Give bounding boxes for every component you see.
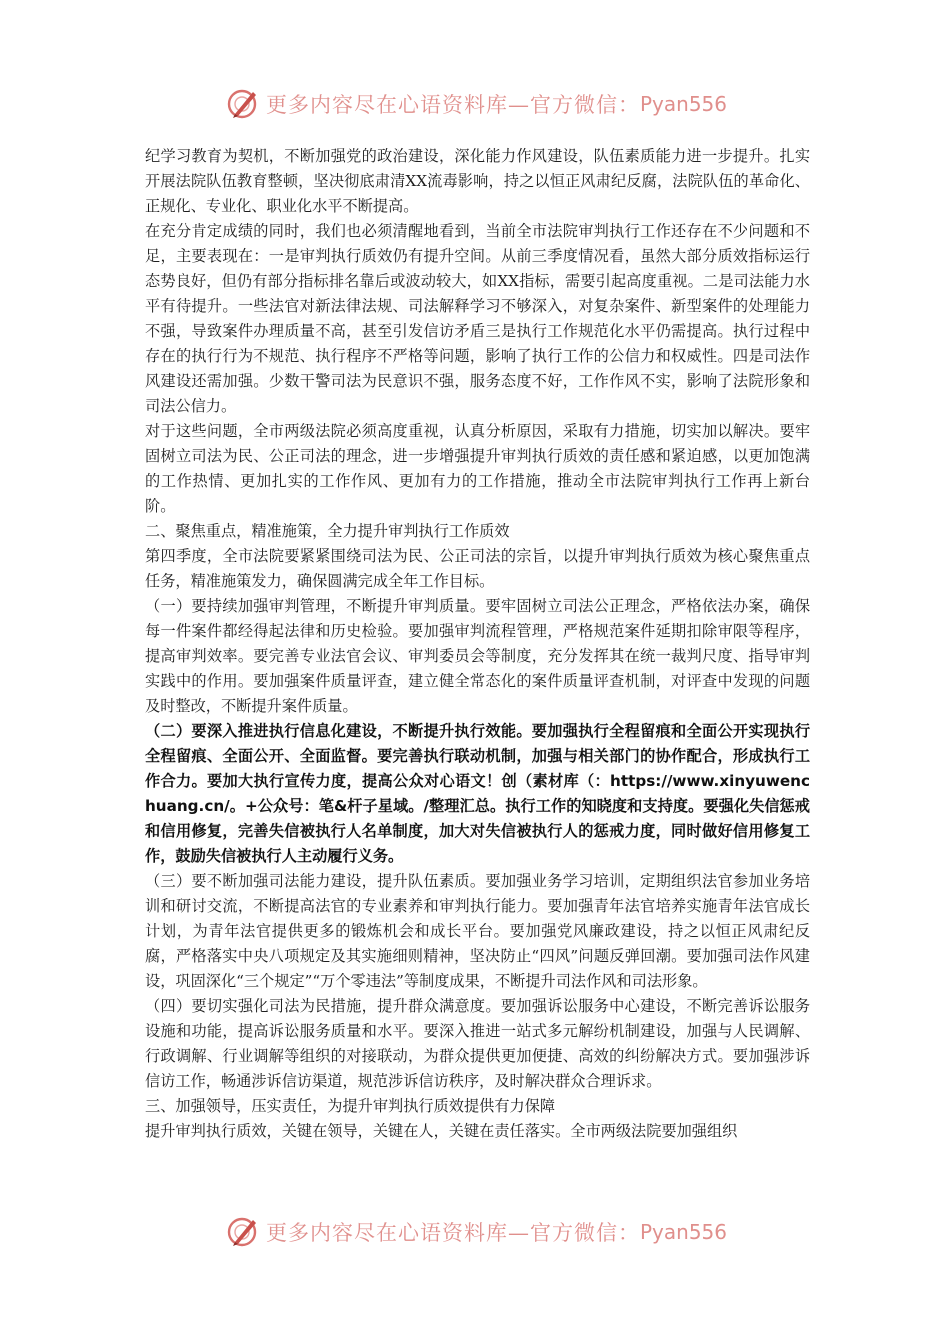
banner-prefix: 更多内容尽在心语资料库—官方微信： xyxy=(266,1221,640,1245)
paragraph-3: 对于这些问题，全市两级法院必须高度重视，认真分析原因，采取有力措施，切实加以解决。要牢固树立司法为民、公正司法的理念，进一步增强提升审判执行质效的责任感和紧迫感，以更加饱满的工作热情、更加扎实的工作作风、更加有力的工作措施，推动全市法院审判执行工作再上新台阶。 xyxy=(145,422,810,515)
section-heading-2: 二、聚焦重点，精准施策，全力提升审判执行工作质效 xyxy=(145,522,510,540)
body-text xyxy=(145,144,810,1144)
pen-logo-icon xyxy=(226,1215,260,1249)
paragraph-5: （一）要持续加强审判管理，不断提升审判质量。要牢固树立司法公正理念，严格依法办案，确保每一件案件都经得起法律和历史检验。要加强审判流程管理，严格规范案件延期扣除审限等程序，提高审判效率。要完善专业法官会议、审判委员会等制度，充分发挥其在统一裁判尺度、指导审判实践中的作用。要加强案件质量评查，建立健全常态化的案件质量评查机制，对评查中发现的问题及时整改，不断提升案件质量。 xyxy=(145,597,810,715)
paragraph-2: 在充分肯定成绩的同时，我们也必须清醒地看到，当前全市法院审判执行工作还存在不少问题和不足，主要表现在：一是审判执行质效仍有提升空间。从前三季度情况看，虽然大部分质效指标运行态势良好，但仍有部分指标排名靠后或波动较大，如XX指标，需要引起高度重视。二是司法能力水平有待提升。一些法官对新法律法规、司法解释学习不够深入，对复杂案件、新型案件的处理能力不强，导致案件办理质量不高，甚至引发信访矛盾三是执行工作规范化水平仍需提高。执行过程中存在的执行行为不规范、执行程序不严格等问题，影响了执行工作的公信力和权威性。四是司法作风建设还需加强。少数干警司法为民意识不强，服务态度不好，工作作风不实，影响了法院形象和司法公信力。 xyxy=(145,222,810,415)
paragraph-9: 提升审判执行质效，关键在领导，关键在人，关键在责任落实。全市两级法院要加强组织 xyxy=(145,1122,738,1140)
header-banner xyxy=(226,84,727,124)
pen-logo-icon xyxy=(226,87,260,121)
banner-wechat-id: Pyan556 xyxy=(640,92,728,116)
paragraph-4: 第四季度，全市法院要紧紧围绕司法为民、公正司法的宗旨，以提升审判执行质效为核心聚焦重点任务，精准施策发力，确保圆满完成全年工作目标。 xyxy=(145,547,810,590)
banner-prefix: 更多内容尽在心语资料库—官方微信： xyxy=(266,93,640,117)
paragraph-7: （三）要不断加强司法能力建设，提升队伍素质。要加强业务学习培训，定期组织法官参加业务培训和研讨交流，不断提高法官的专业素养和审判执行能力。要加强青年法官培养实施青年法官成长计划，为青年法官提供更多的锻炼机会和成长平台。要加强党风廉政建设，持之以恒正风肃纪反腐，严格落实中央八项规定及其实施细则精神，坚决防止“四风”问题反弹回潮。要加强司法作风建设，巩固深化“三个规定”“万个零违法”等制度成果，不断提升司法作风和司法形象。 xyxy=(145,872,810,990)
footer-banner xyxy=(226,1212,727,1252)
paragraph-8: （四）要切实强化司法为民措施，提升群众满意度。要加强诉讼服务中心建设，不断完善诉讼服务设施和功能，提高诉讼服务质量和水平。要深入推进一站式多元解纷机制建设，加强与人民调解、行政调解、行业调解等组织的对接联动，为群众提供更加便捷、高效的纠纷解决方式。要加强涉诉信访工作，畅通涉诉信访渠道，规范涉诉信访秩序，及时解决群众合理诉求。 xyxy=(145,997,810,1090)
section-heading-3: 三、加强领导，压实责任，为提升审判执行质效提供有力保障 xyxy=(145,1097,556,1115)
banner-wechat-id: Pyan556 xyxy=(640,1220,728,1244)
paragraph-6-bold: （二）要深入推进执行信息化建设，不断提升执行效能。要加强执行全程留痕和全面公开实现执行全程留痕、全面公开、全面监督。要完善执行联动机制，加强与相关部门的协作配合，形成执行工作合力。要加大执行宣传力度，提高公众对心语文！创（素材库（：https://www.xinyuwenchuang.cn/。+公众号：笔&杆子星域。/整理汇总。执行工作的知晓度和支持度。要强化失信惩戒和信用修复，完善失信被执行人名单制度，加大对失信被执行人的惩戒力度，同时做好信用修复工作，鼓励失信被执行人主动履行义务。 xyxy=(145,722,810,865)
paragraph-1: 纪学习教育为契机，不断加强党的政治建设，深化能力作风建设，队伍素质能力进一步提升。扎实开展法院队伍教育整顿，坚决彻底肃清XX流毒影响，持之以恒正风肃纪反腐，法院队伍的革命化、正规化、专业化、职业化水平不断提高。 xyxy=(145,147,810,215)
